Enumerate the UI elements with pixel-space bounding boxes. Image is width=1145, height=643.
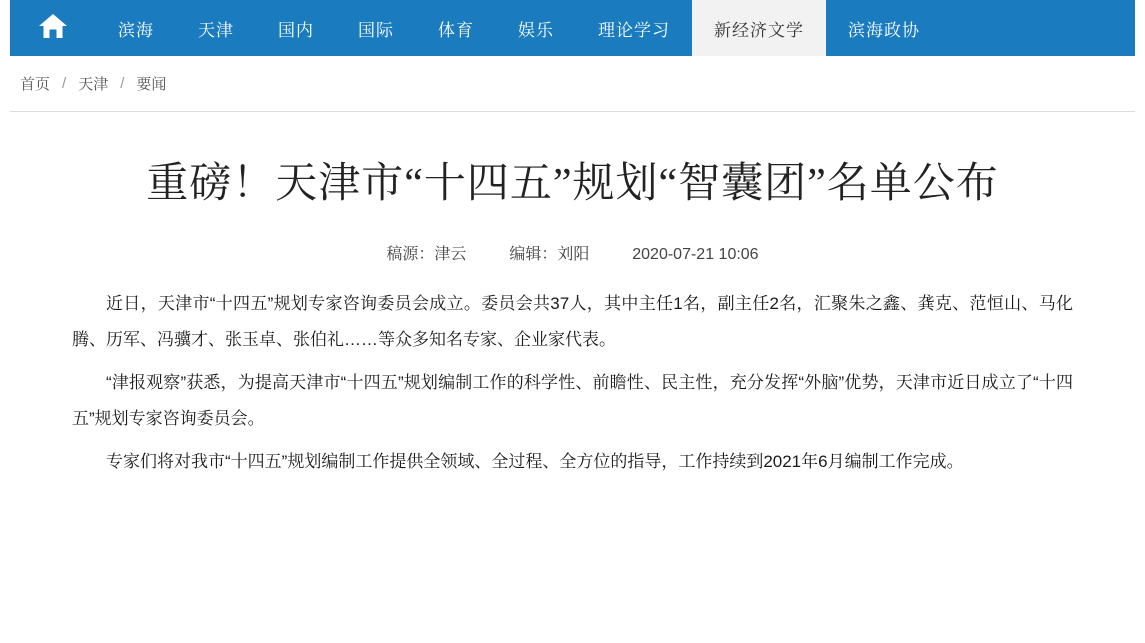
- breadcrumb-item-tianjin[interactable]: 天津: [78, 76, 109, 93]
- breadcrumb-item-yaowen[interactable]: 要闻: [136, 76, 167, 93]
- nav-item-list: [96, 0, 1135, 56]
- nav-item-guonei[interactable]: 国内: [278, 20, 314, 40]
- article-paragraph: 近日，天津市“十四五”规划专家咨询委员会成立。委员会共37人，其中主任1名，副主任2名，汇聚朱之鑫、龚克、范恒山、马化腾、历军、冯骥才、张玉卓、张伯礼……等众多知名专家、企业家代表。: [72, 293, 1073, 350]
- top-navigation-bar: [10, 0, 1135, 56]
- article-meta: [72, 241, 1073, 264]
- article-paragraph: 专家们将对我市“十四五”规划编制工作提供全领域、全过程、全方位的指导，工作持续到2021年6月编制工作完成。: [106, 451, 964, 471]
- page-content: [10, 156, 1135, 480]
- nav-item-tiyu[interactable]: 体育: [438, 20, 474, 40]
- nav-item-yule[interactable]: 娱乐: [518, 20, 554, 40]
- article-editor: 编辑：刘阳: [509, 245, 590, 263]
- nav-item-lilunxuexi[interactable]: 理论学习: [598, 20, 670, 40]
- breadcrumb-separator: /: [120, 75, 125, 92]
- page-title: 重磅！天津市“十四五”规划“智囊团”名单公布: [146, 161, 999, 207]
- nav-item-guoji[interactable]: 国际: [358, 20, 394, 40]
- home-button[interactable]: [10, 0, 96, 56]
- breadcrumb-item-home[interactable]: 首页: [20, 76, 51, 93]
- breadcrumb-separator: /: [62, 75, 67, 92]
- article-paragraph: “津报观察”获悉，为提高天津市“十四五”规划编制工作的科学性、前瞻性、民主性，充分发挥“外脑”优势，天津市近日成立了“十四五”规划专家咨询委员会。: [72, 372, 1073, 429]
- breadcrumb: [10, 56, 1135, 112]
- nav-item-binhai[interactable]: 滨海: [118, 20, 154, 40]
- nav-item-xinjingjiwenxue[interactable]: 新经济文学: [692, 0, 826, 56]
- article-datetime: 2020-07-21 10:06: [632, 245, 759, 263]
- nav-item-tianjin[interactable]: 天津: [198, 20, 234, 40]
- article-source: 稿源：津云: [386, 245, 467, 263]
- home-icon: [38, 12, 68, 45]
- article: [50, 156, 1095, 480]
- nav-item-binhaizhengxie[interactable]: 滨海政协: [848, 20, 920, 40]
- article-body: [72, 286, 1073, 481]
